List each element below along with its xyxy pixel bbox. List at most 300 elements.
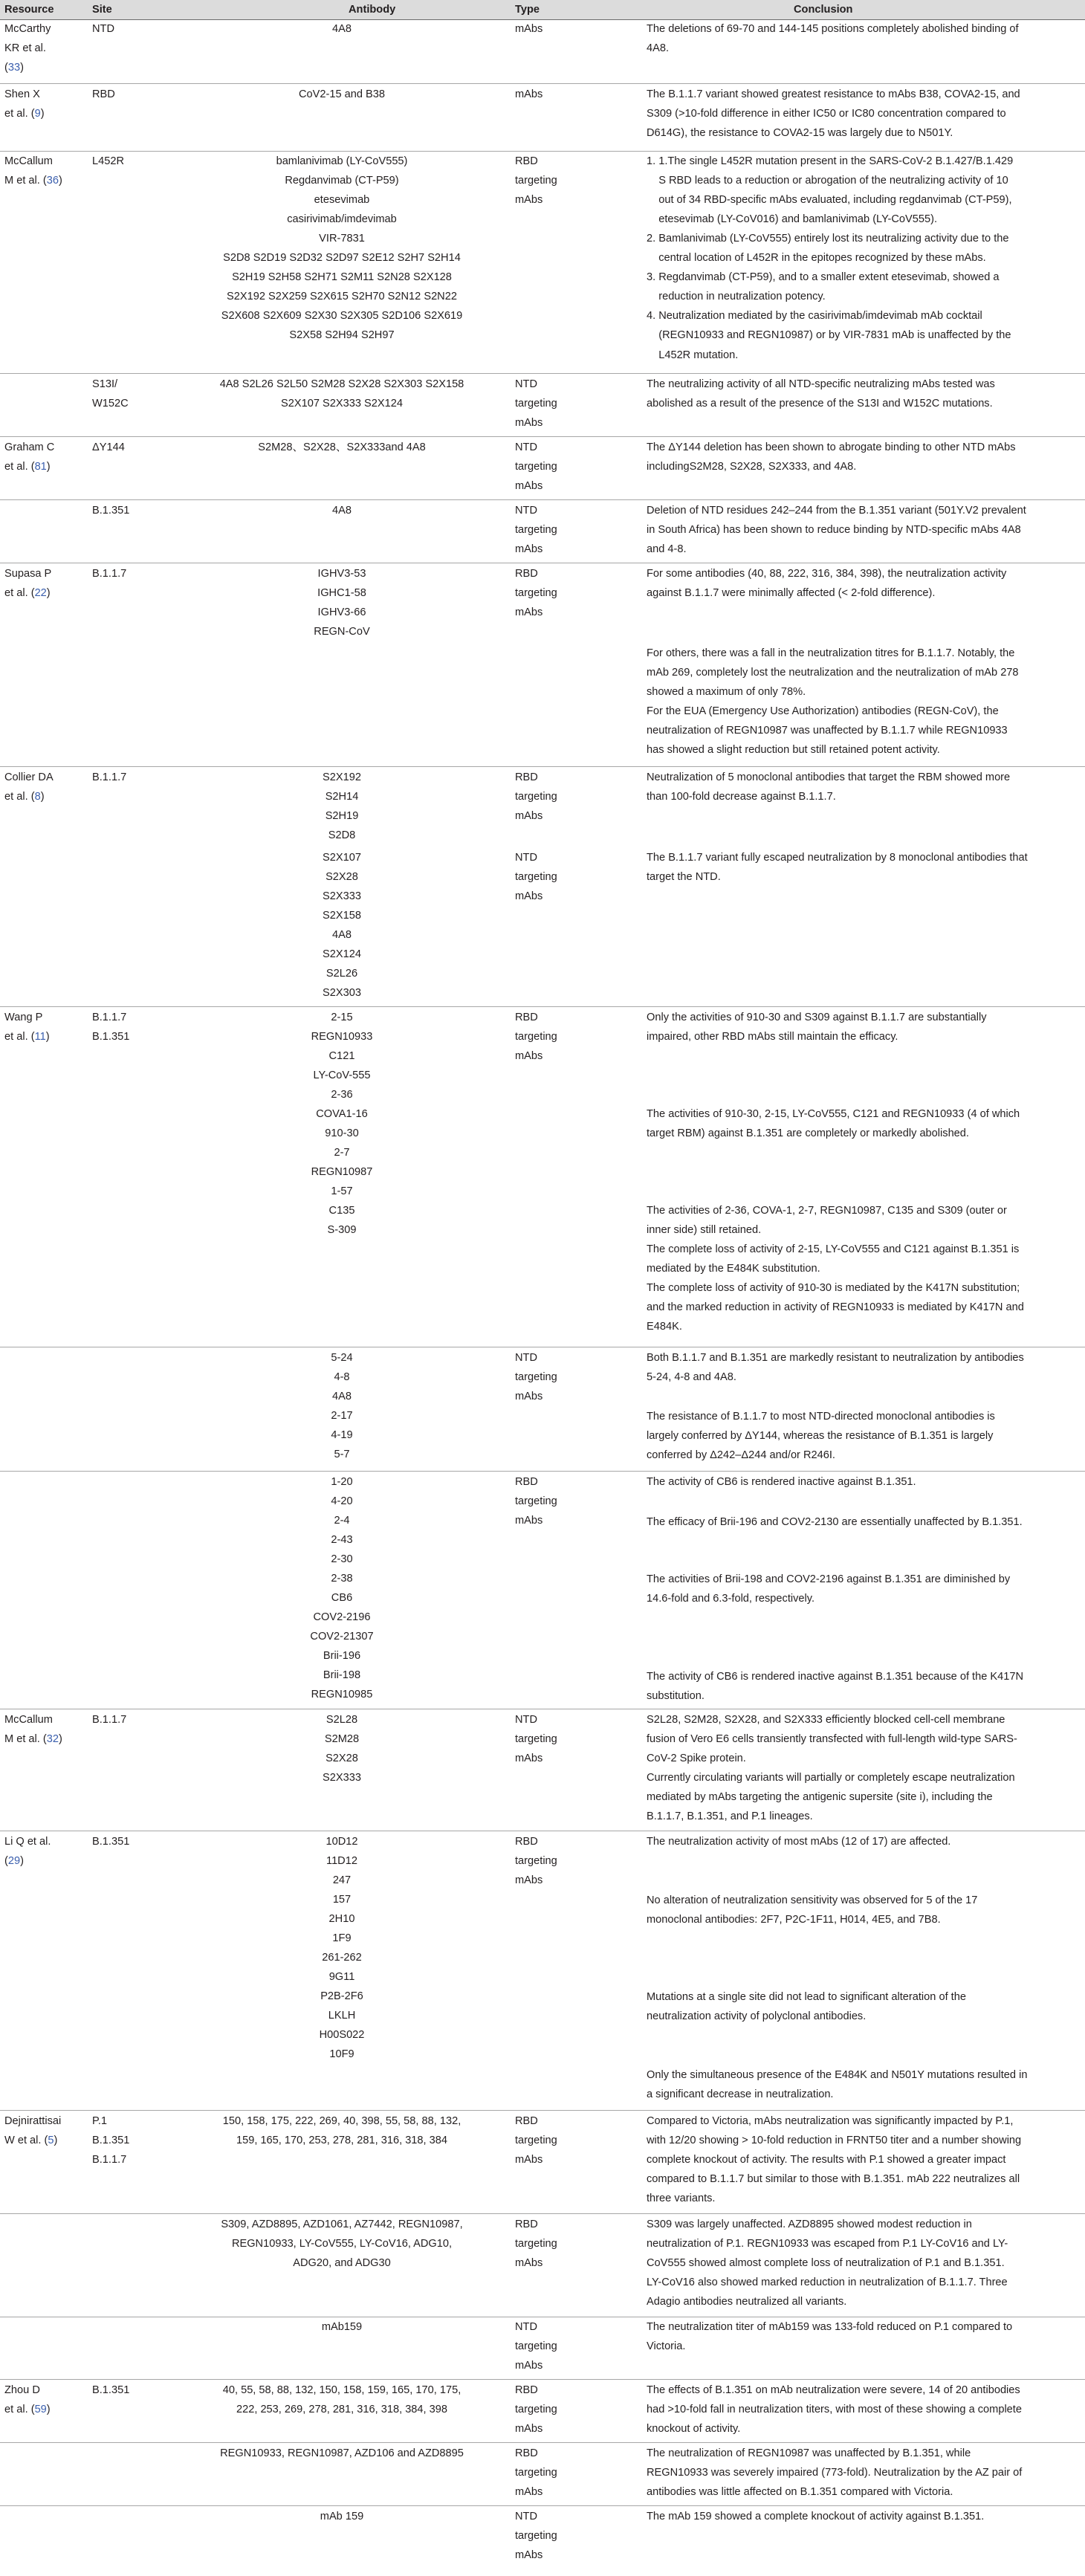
antibody-cell: IGHV3-66 [317, 606, 366, 618]
conclusion-cell: Adagio antibodies neutralized all variants. [647, 2295, 847, 2308]
type-cell: mAbs [515, 2360, 543, 2372]
conclusion-cell: L452R mutation. [647, 349, 739, 361]
conclusion-cell: with 12/20 showing > 10-fold reduction in FRNT50 titer and a number showing [647, 2134, 1022, 2146]
type-cell: targeting [515, 2466, 557, 2479]
reference-link[interactable]: 59 [34, 2404, 47, 2416]
conclusion-cell: E484K. [647, 1321, 682, 1333]
antibody-cell: 4A8 [332, 504, 352, 517]
row-rule [0, 1006, 1085, 1007]
resource-cell: McCallum [4, 1713, 53, 1726]
conclusion-cell: conferred by Δ242–Δ244 and/or R246I. [647, 1449, 835, 1462]
conclusion-cell: No alteration of neutralization sensitivity was observed for 5 of the 17 [647, 1894, 978, 1906]
antibody-cell: S2X124 [323, 948, 361, 960]
type-cell: targeting [515, 1370, 557, 1383]
conclusion-cell: monoclonal antibodies: 2F7, P2C-1F11, H014, 4E5, and 7B8. [647, 1913, 941, 1926]
conclusion-cell: S309 (>10-fold difference in either IC50 or IC80 concentration compared to [647, 107, 1006, 120]
antibody-cell: 1-20 [331, 1475, 353, 1488]
conclusion-cell: CoV-2 Spike protein. [647, 1752, 746, 1764]
resource-cell: (29) [4, 1854, 24, 1867]
antibody-cell: REGN10933 [311, 1030, 373, 1043]
conclusion-cell: LY-CoV16 also showed marked reduction in neutralization of B.1.1.7. Three [647, 2276, 1008, 2288]
conclusion-cell: complete knockout of activity. The results with P.1 showed a greater impact [647, 2153, 1006, 2166]
type-cell: mAbs [515, 480, 543, 493]
type-cell: targeting [515, 791, 557, 803]
conclusion-cell: mediated by mAbs targeting the antigenic supersite (site i), including the [647, 1790, 993, 1803]
resource-cell: W et al. (5) [4, 2134, 58, 2146]
antibody-cell: 2-15 [331, 1011, 353, 1023]
antibody-cell: LKLH [328, 2009, 356, 2022]
type-cell: mAbs [515, 1391, 543, 1403]
conclusion-cell: neutralization activity of polyclonal antibodies. [647, 2010, 867, 2023]
antibody-cell: VIR-7831 [319, 233, 365, 245]
conclusion-cell: etesevimab (LY-CoV016) and bamlanivimab (LY-CoV555). [647, 213, 937, 226]
conclusion-cell: Only the activities of 910-30 and S309 against B.1.1.7 are substantially [647, 1011, 987, 1023]
type-cell: RBD [515, 1835, 538, 1848]
conclusion-cell: in South Africa) has been shown to reduce binding by NTD-specific mAbs 4A8 [647, 523, 1021, 536]
antibody-cell: C121 [328, 1049, 355, 1062]
antibody-cell: S2L26 [326, 967, 358, 980]
type-cell: targeting [515, 870, 557, 883]
resource-cell: Wang P [4, 1011, 43, 1023]
type-cell: RBD [515, 2114, 538, 2127]
antibody-cell: S2X192 [323, 771, 361, 784]
site-cell: B.1.351 [92, 504, 130, 517]
conclusion-cell: For some antibodies (40, 88, 222, 316, 384, 398), the neutralization activity [647, 567, 1007, 580]
conclusion-cell: The neutralization titer of mAb159 was 133-fold reduced on P.1 compared to [647, 2321, 1013, 2334]
conclusion-cell: Deletion of NTD residues 242–244 from the B.1.351 variant (501Y.V2 prevalent [647, 504, 1026, 517]
conclusion-cell: 1. 1.The single L452R mutation present in the SARS-CoV-2 B.1.427/B.1.429 [647, 155, 1014, 168]
type-cell: RBD [515, 2384, 538, 2397]
type-cell: targeting [515, 1030, 557, 1043]
type-cell: targeting [515, 586, 557, 599]
reference-link[interactable]: 32 [46, 1732, 59, 1745]
conclusion-cell: The B.1.1.7 variant showed greatest resistance to mAbs B38, COVA2-15, and [647, 88, 1020, 100]
conclusion-cell: has showed a slight reduction but still retained potent activity. [647, 744, 940, 757]
site-cell: B.1.351 [92, 1835, 130, 1848]
reference-link[interactable]: 36 [46, 175, 59, 187]
site-cell: P.1 [92, 2114, 108, 2127]
type-cell: RBD [515, 567, 538, 580]
type-cell: mAbs [515, 417, 543, 430]
antibody-cell: S2X28 [326, 870, 358, 883]
conclusion-cell: REGN10933 was severely impaired (773-fold). Neutralization by the AZ pair of [647, 2466, 1023, 2479]
conclusion-cell: For others, there was a fall in the neutralization titres for B.1.1.7. Notably, the [647, 647, 1015, 660]
antibody-cell: 1F9 [332, 1932, 352, 1944]
conclusion-cell: The activities of 2-36, COVA-1, 2-7, REGN10987, C135 and S309 (outer or [647, 1204, 1007, 1217]
type-cell: targeting [515, 398, 557, 410]
conclusion-cell: The resistance of B.1.1.7 to most NTD-directed monoclonal antibodies is [647, 1411, 995, 1423]
type-cell: mAbs [515, 1874, 543, 1886]
conclusion-cell: Victoria. [647, 2340, 686, 2353]
site-cell: B.1.1.7 [92, 2153, 127, 2166]
conclusion-cell: against B.1.1.7 were minimally affected (< 2-fold difference). [647, 586, 936, 599]
antibody-cell: S2H19 S2H58 S2H71 S2M11 S2N28 S2X128 [232, 271, 452, 284]
antibody-cell: S2X58 S2H94 S2H97 [289, 329, 395, 342]
type-cell: mAbs [515, 1514, 543, 1527]
type-cell: mAbs [515, 88, 543, 100]
conclusion-cell: compared to B.1.1.7 but similar to those with B.1.351. mAb 222 neutralizes all [647, 2173, 1020, 2185]
type-cell: targeting [515, 2134, 557, 2146]
antibody-cell: REGN-CoV [314, 625, 370, 638]
conclusion-cell: S2L28, S2M28, S2X28, and S2X333 efficiently blocked cell-cell membrane [647, 1713, 1005, 1726]
conclusion-cell: fusion of Vero E6 cells transiently transfected with full-length wild-type SARS- [647, 1732, 1017, 1745]
conclusion-cell: than 100-fold decrease against B.1.1.7. [647, 791, 836, 803]
type-cell: RBD [515, 1475, 538, 1488]
conclusion-cell: S RBD leads to a reduction or abrogation of the neutralizing activity of 10 [647, 175, 1008, 187]
antibody-cell: S2H19 [325, 810, 359, 823]
conclusion-cell: The efficacy of Brii-196 and COV2-2130 are essentially unaffected by B.1.351. [647, 1515, 1023, 1528]
antibody-cell: REGN10987 [311, 1165, 373, 1178]
antibody-cell: 40, 55, 58, 88, 132, 150, 158, 159, 165, 170, 175, [222, 2384, 461, 2397]
conclusion-cell: The neutralization activity of most mAbs (12 of 17) are affected. [647, 1835, 951, 1848]
row-rule [0, 1471, 1085, 1472]
resource-cell: et al. (81) [4, 461, 51, 473]
antibody-cell: etesevimab [314, 194, 370, 207]
type-cell: targeting [515, 1495, 557, 1507]
resource-cell: M et al. (32) [4, 1732, 62, 1745]
type-cell: NTD [515, 1713, 537, 1726]
conclusion-cell: Mutations at a single site did not lead to significant alteration of the [647, 1991, 966, 2003]
conclusion-cell: a significant decrease in neutralization. [647, 2088, 834, 2100]
conclusion-cell: had >10-fold fall in neutralization titers, with most of these showing a complete [647, 2404, 1022, 2416]
type-cell: mAbs [515, 2256, 543, 2269]
conclusion-cell: The B.1.1.7 variant fully escaped neutralization by 8 monoclonal antibodies that [647, 851, 1028, 864]
type-cell: NTD [515, 504, 537, 517]
row-rule [0, 2213, 1085, 2214]
resource-cell: Collier DA [4, 771, 54, 784]
conclusion-cell: (REGN10933 and REGN10987) or by VIR-7831 mAb is unaffected by the [647, 329, 1011, 342]
type-cell: mAbs [515, 1049, 543, 1062]
row-rule [0, 83, 1085, 84]
type-cell: targeting [515, 523, 557, 536]
antibody-cell: S2M28 [324, 1732, 360, 1745]
antibody-cell: REGN10985 [311, 1689, 373, 1701]
conclusion-cell: mediated by the E484K substitution. [647, 1263, 820, 1275]
antibody-cell: S2D8 [328, 829, 356, 842]
antibody-cell: Brii-196 [323, 1650, 361, 1663]
antibody-cell: 261-262 [322, 1951, 362, 1964]
antibody-cell: 150, 158, 175, 222, 269, 40, 398, 55, 58, 88, 132, [222, 2114, 461, 2127]
site-cell: B.1.351 [92, 2134, 130, 2146]
conclusion-cell: reduction in neutralization potency. [647, 291, 826, 303]
resource-cell: Supasa P [4, 567, 52, 580]
type-cell: targeting [515, 1854, 557, 1867]
conclusion-cell: central location of L452R in the epitopes recognized by these mAbs. [647, 252, 986, 265]
conclusion-cell: and the marked reduction in activity of REGN10933 is mediated by K417N and [647, 1301, 1024, 1314]
type-cell: NTD [515, 378, 537, 391]
reference-link[interactable]: 5 [48, 2134, 54, 2146]
antibody-cell: C135 [328, 1204, 355, 1217]
antibody-cell: COV2-21307 [310, 1631, 374, 1643]
conclusion-cell: 5-24, 4-8 and 4A8. [647, 1370, 736, 1383]
antibody-cell: 910-30 [325, 1127, 359, 1139]
antibody-cell: CoV2-15 and B38 [298, 88, 386, 100]
antibody-cell: H00S022 [319, 2028, 365, 2041]
antibody-cell: S2X107 [323, 851, 361, 864]
site-cell: B.1.351 [92, 1030, 130, 1043]
conclusion-cell: The neutralization of REGN10987 was unaffected by B.1.351, while [647, 2447, 971, 2459]
resource-cell: McCarthy [4, 23, 51, 35]
type-cell: mAbs [515, 810, 543, 823]
resource-cell: et al. (59) [4, 2404, 51, 2416]
antibody-cell: 4-20 [331, 1495, 353, 1507]
antibody-cell: S2X28 [326, 1752, 358, 1764]
antibody-cell: 4-8 [334, 1370, 350, 1383]
conclusion-cell: showed a maximum of only 78%. [647, 686, 806, 699]
reference-link[interactable]: 81 [34, 461, 47, 473]
antibody-cell: ADG20, and ADG30 [293, 2256, 391, 2269]
type-cell: NTD [515, 851, 537, 864]
conclusion-cell: B.1.1.7, B.1.351, and P.1 lineages. [647, 1810, 813, 1822]
antibody-cell: Brii-198 [323, 1669, 361, 1682]
type-cell: NTD [515, 1351, 537, 1364]
antibody-cell: S2X158 [323, 909, 361, 922]
conclusion-cell: 3. Regdanvimab (CT-P59), and to a smaller extent etesevimab, showed a [647, 271, 1000, 284]
antibody-cell: 2H10 [328, 1912, 355, 1925]
conclusion-cell: The ΔY144 deletion has been shown to abrogate binding to other NTD mAbs [647, 441, 1016, 453]
type-cell: targeting [515, 2529, 557, 2542]
conclusion-cell: target the NTD. [647, 870, 721, 883]
antibody-cell: 10F9 [329, 2048, 354, 2060]
table-header [0, 0, 1085, 19]
antibody-cell: S2M28、S2X28、S2X333and 4A8 [258, 441, 426, 453]
conclusion-cell: The activities of 910-30, 2-15, LY-CoV555, C121 and REGN10933 (4 of which [647, 1107, 1020, 1120]
antibody-cell: 5-7 [334, 1449, 350, 1461]
conclusion-cell: Compared to Victoria, mAbs neutralization was significantly impacted by P.1, [647, 2114, 1014, 2127]
type-cell: mAbs [515, 1752, 543, 1764]
type-cell: mAbs [515, 606, 543, 618]
conclusion-cell: The activities of Brii-198 and COV2-2196 against B.1.351 are diminished by [647, 1573, 1011, 1586]
antibody-cell: 4A8 [332, 928, 352, 941]
conclusion-cell: mAb 269, completely lost the neutralization and the neutralization of mAb 278 [647, 667, 1019, 679]
conclusion-cell: The neutralizing activity of all NTD-specific neutralizing mAbs tested was [647, 378, 995, 391]
conclusion-cell: antibodies was little affected on B.1.351 compared with Victoria. [647, 2485, 953, 2498]
antibody-cell: 2-36 [331, 1088, 353, 1101]
conclusion-cell: Neutralization of 5 monoclonal antibodies that target the RBM showed more [647, 771, 1011, 784]
resource-cell: KR et al. [4, 42, 46, 55]
antibody-cell: bamlanivimab (LY-CoV555) [276, 155, 408, 168]
resource-cell: McCallum [4, 155, 53, 168]
conclusion-cell: largely conferred by ΔY144, whereas the resistance of B.1.351 is largely [647, 1430, 994, 1443]
reference-link[interactable]: 29 [7, 1854, 21, 1867]
antibody-cell: mAb 159 [320, 2510, 364, 2522]
antibody-cell: S2X333 [323, 1771, 361, 1784]
antibody-cell: S2X303 [323, 986, 361, 999]
antibody-cell: REGN10933, LY-CoV555, LY-CoV16, ADG10, [231, 2237, 453, 2250]
conclusion-cell: Both B.1.1.7 and B.1.351 are markedly resistant to neutralization by antibodies [647, 1351, 1024, 1364]
row-rule [0, 373, 1085, 374]
resource-cell: M et al. (36) [4, 175, 62, 187]
type-cell: mAbs [515, 2423, 543, 2436]
conclusion-cell: substitution. [647, 1689, 705, 1702]
antibody-cell: 2-4 [334, 1514, 350, 1527]
type-cell: targeting [515, 2340, 557, 2353]
resource-cell: Li Q et al. [4, 1835, 51, 1848]
type-cell: RBD [515, 1011, 538, 1023]
site-cell: B.1.1.7 [92, 1713, 127, 1726]
site-cell: RBD [92, 88, 115, 100]
conclusion-cell: For the EUA (Emergency Use Authorization) antibodies (REGN-CoV), the [647, 705, 999, 718]
row-rule [0, 499, 1085, 500]
row-rule [0, 2110, 1085, 2111]
antibody-cell: 157 [332, 1893, 352, 1906]
antibody-cell: COV2-2196 [313, 1611, 371, 1624]
antibody-cell: 2-17 [331, 1410, 353, 1423]
antibody-cell: 1-57 [331, 1185, 353, 1197]
type-cell: RBD [515, 155, 538, 168]
row-rule [0, 436, 1085, 437]
conclusion-cell: impaired, other RBD mAbs still maintain the efficacy. [647, 1030, 898, 1043]
site-cell: NTD [92, 23, 114, 35]
antibody-cell: S2L28 [326, 1713, 358, 1726]
reference-link[interactable]: 11 [34, 1030, 46, 1043]
site-cell: B.1.1.7 [92, 771, 127, 784]
antibody-cell: 2-38 [331, 1573, 353, 1585]
antibody-cell: 2-7 [334, 1146, 350, 1159]
antibody-cell: S2D8 S2D19 S2D32 S2D97 S2E12 S2H7 S2H14 [223, 252, 461, 265]
header-type: Type [515, 4, 540, 16]
antibody-cell: casirivimab/imdevimab [287, 213, 397, 226]
conclusion-cell: target RBM) against B.1.351 are completely or markedly abolished. [647, 1127, 969, 1139]
antibody-cell: IGHC1-58 [317, 586, 366, 599]
reference-link[interactable]: 8 [34, 791, 41, 803]
conclusion-cell: 14.6-fold and 6.3-fold, respectively. [647, 1593, 815, 1605]
site-cell: S13I/ [92, 378, 118, 391]
antibody-cell: P2B-2F6 [320, 1990, 363, 2002]
resource-cell: et al. (9) [4, 107, 45, 120]
conclusion-cell: Only the simultaneous presence of the E484K and N501Y mutations resulted in [647, 2068, 1028, 2081]
type-cell: targeting [515, 175, 557, 187]
antibody-cell: S2H14 [325, 791, 359, 803]
type-cell: RBD [515, 2447, 538, 2459]
header-site: Site [92, 4, 112, 16]
resource-cell: (33) [4, 62, 24, 74]
antibody-cell: S2X192 S2X259 S2X615 S2H70 S2N12 S2N22 [227, 291, 457, 303]
conclusion-cell: and 4-8. [647, 543, 687, 555]
conclusion-cell: 2. Bamlanivimab (LY-CoV555) entirely lost its neutralizing activity due to the [647, 233, 1009, 245]
antibody-cell: 11D12 [326, 1854, 357, 1867]
header-conclusion: Conclusion [794, 4, 853, 16]
conclusion-cell: out of 34 RBD-specific mAbs evaluated, including regdanvimab (CT-P59), [647, 194, 1012, 207]
antibody-cell: 2-30 [331, 1553, 353, 1565]
antibody-cell: S2X608 S2X609 S2X30 S2X305 S2D106 S2X619 [221, 310, 463, 323]
type-cell: mAbs [515, 23, 543, 35]
conclusion-cell: includingS2M28, S2X28, S2X333, and 4A8. [647, 461, 857, 473]
row-rule [0, 151, 1085, 152]
header-resource: Resource [4, 4, 54, 16]
site-cell: W152C [92, 398, 129, 410]
conclusion-cell: The deletions of 69-70 and 144-145 positions completely abolished binding of [647, 23, 1019, 35]
conclusion-cell: The effects of B.1.351 on mAb neutralization were severe, 14 of 20 antibodies [647, 2384, 1020, 2397]
antibody-cell: REGN10933, REGN10987, AZD106 and AZD8895 [220, 2447, 464, 2459]
antibody-cell: 2-43 [331, 1533, 353, 1546]
row-rule [0, 766, 1085, 767]
antibody-cell: 10D12 [326, 1835, 358, 1848]
resource-cell: Shen X [4, 88, 40, 100]
type-cell: targeting [515, 461, 557, 473]
resource-cell: Dejnirattisai [4, 2114, 62, 2127]
antibody-cell: 5-24 [331, 1351, 353, 1364]
conclusion-cell: The activity of CB6 is rendered inactive against B.1.351 because of the K417N [647, 1670, 1024, 1683]
antibody-cell: 4A8 [332, 23, 352, 35]
site-cell: L452R [92, 155, 125, 168]
antibody-cell: 9G11 [328, 1970, 355, 1983]
reference-link[interactable]: 33 [7, 62, 21, 74]
conclusion-cell: 4A8. [647, 42, 670, 55]
antibody-cell: 4A8 S2L26 S2L50 S2M28 S2X28 S2X303 S2X158 [219, 378, 464, 391]
antibody-cell: S-309 [327, 1223, 357, 1236]
antibody-cell: LY-CoV-555 [313, 1069, 371, 1081]
antibody-cell: mAb159 [321, 2321, 363, 2334]
type-cell: targeting [515, 2404, 557, 2416]
type-cell: mAbs [515, 2485, 543, 2498]
conclusion-cell: knockout of activity. [647, 2423, 741, 2436]
type-cell: targeting [515, 2237, 557, 2250]
resource-cell: Zhou D [4, 2384, 40, 2397]
conclusion-cell: The activity of CB6 is rendered inactive against B.1.351. [647, 1475, 916, 1488]
conclusion-cell: neutralization of REGN10987 was unaffected by B.1.1.7 while REGN10933 [647, 725, 1008, 737]
type-cell: RBD [515, 2218, 538, 2230]
type-cell: mAbs [515, 194, 543, 207]
antibody-cell: S2X107 S2X333 S2X124 [281, 398, 403, 410]
resource-cell: Graham C [4, 441, 55, 453]
conclusion-cell: D614G), the resistance to COVA2-15 was largely due to N501Y. [647, 126, 953, 139]
row-rule [0, 2442, 1085, 2443]
site-cell: B.1.1.7 [92, 1011, 127, 1023]
conclusion-cell: S309 was largely unaffected. AZD8895 showed modest reduction in [647, 2218, 972, 2230]
antibody-cell: 222, 253, 269, 278, 281, 316, 318, 384, 398 [236, 2404, 447, 2416]
conclusion-cell: The mAb 159 showed a complete knockout of activity against B.1.351. [647, 2510, 985, 2522]
conclusion-cell: The complete loss of activity of 2-15, LY-CoV555 and C121 against B.1.351 is [647, 1243, 1020, 1255]
row-rule [0, 2379, 1085, 2380]
conclusion-cell: abolished as a result of the presence of the S13I and W152C mutations. [647, 398, 993, 410]
site-cell: ΔY144 [92, 441, 125, 453]
conclusion-cell: Currently circulating variants will partially or completely escape neutralization [647, 1771, 1015, 1784]
header-antibody: Antibody [349, 4, 396, 16]
type-cell: mAbs [515, 890, 543, 902]
antibody-cell: 4A8 [332, 1391, 352, 1403]
row-rule [0, 2505, 1085, 2506]
resource-cell: et al. (22) [4, 586, 51, 599]
conclusion-cell: CoV555 showed almost complete loss of neutralization of P.1 and B.1.351. [647, 2256, 1005, 2269]
type-cell: RBD [515, 771, 538, 784]
conclusion-cell: inner side) still retained. [647, 1223, 762, 1236]
antibody-cell: S2X333 [323, 890, 361, 902]
site-cell: B.1.351 [92, 2384, 130, 2397]
type-cell: NTD [515, 2321, 537, 2334]
type-cell: mAbs [515, 543, 543, 555]
antibody-cell: 159, 165, 170, 253, 278, 281, 316, 318, 384 [236, 2134, 447, 2146]
reference-link[interactable]: 22 [34, 586, 47, 599]
conclusion-cell: The complete loss of activity of 910-30 is mediated by the K417N substitution; [647, 1282, 1020, 1295]
site-cell: B.1.1.7 [92, 567, 127, 580]
conclusion-cell: 4. Neutralization mediated by the casirivimab/imdevimab mAb cocktail [647, 310, 982, 323]
antibody-cell: COVA1-16 [316, 1107, 368, 1120]
type-cell: mAbs [515, 2549, 543, 2561]
header-rule [0, 19, 1085, 20]
antibody-cell: S309, AZD8895, AZD1061, AZ7442, REGN10987, [221, 2218, 463, 2230]
conclusion-cell: three variants. [647, 2192, 716, 2205]
type-cell: mAbs [515, 2153, 543, 2166]
antibody-cell: CB6 [331, 1592, 353, 1605]
type-cell: NTD [515, 2510, 537, 2522]
antibody-cell: Regdanvimab (CT-P59) [285, 175, 399, 187]
reference-link[interactable]: 9 [34, 107, 41, 120]
type-cell: targeting [515, 1732, 557, 1745]
antibody-cell: 4-19 [331, 1429, 353, 1442]
resource-cell: et al. (11) [4, 1030, 50, 1043]
antibody-cell: IGHV3-53 [317, 567, 366, 580]
